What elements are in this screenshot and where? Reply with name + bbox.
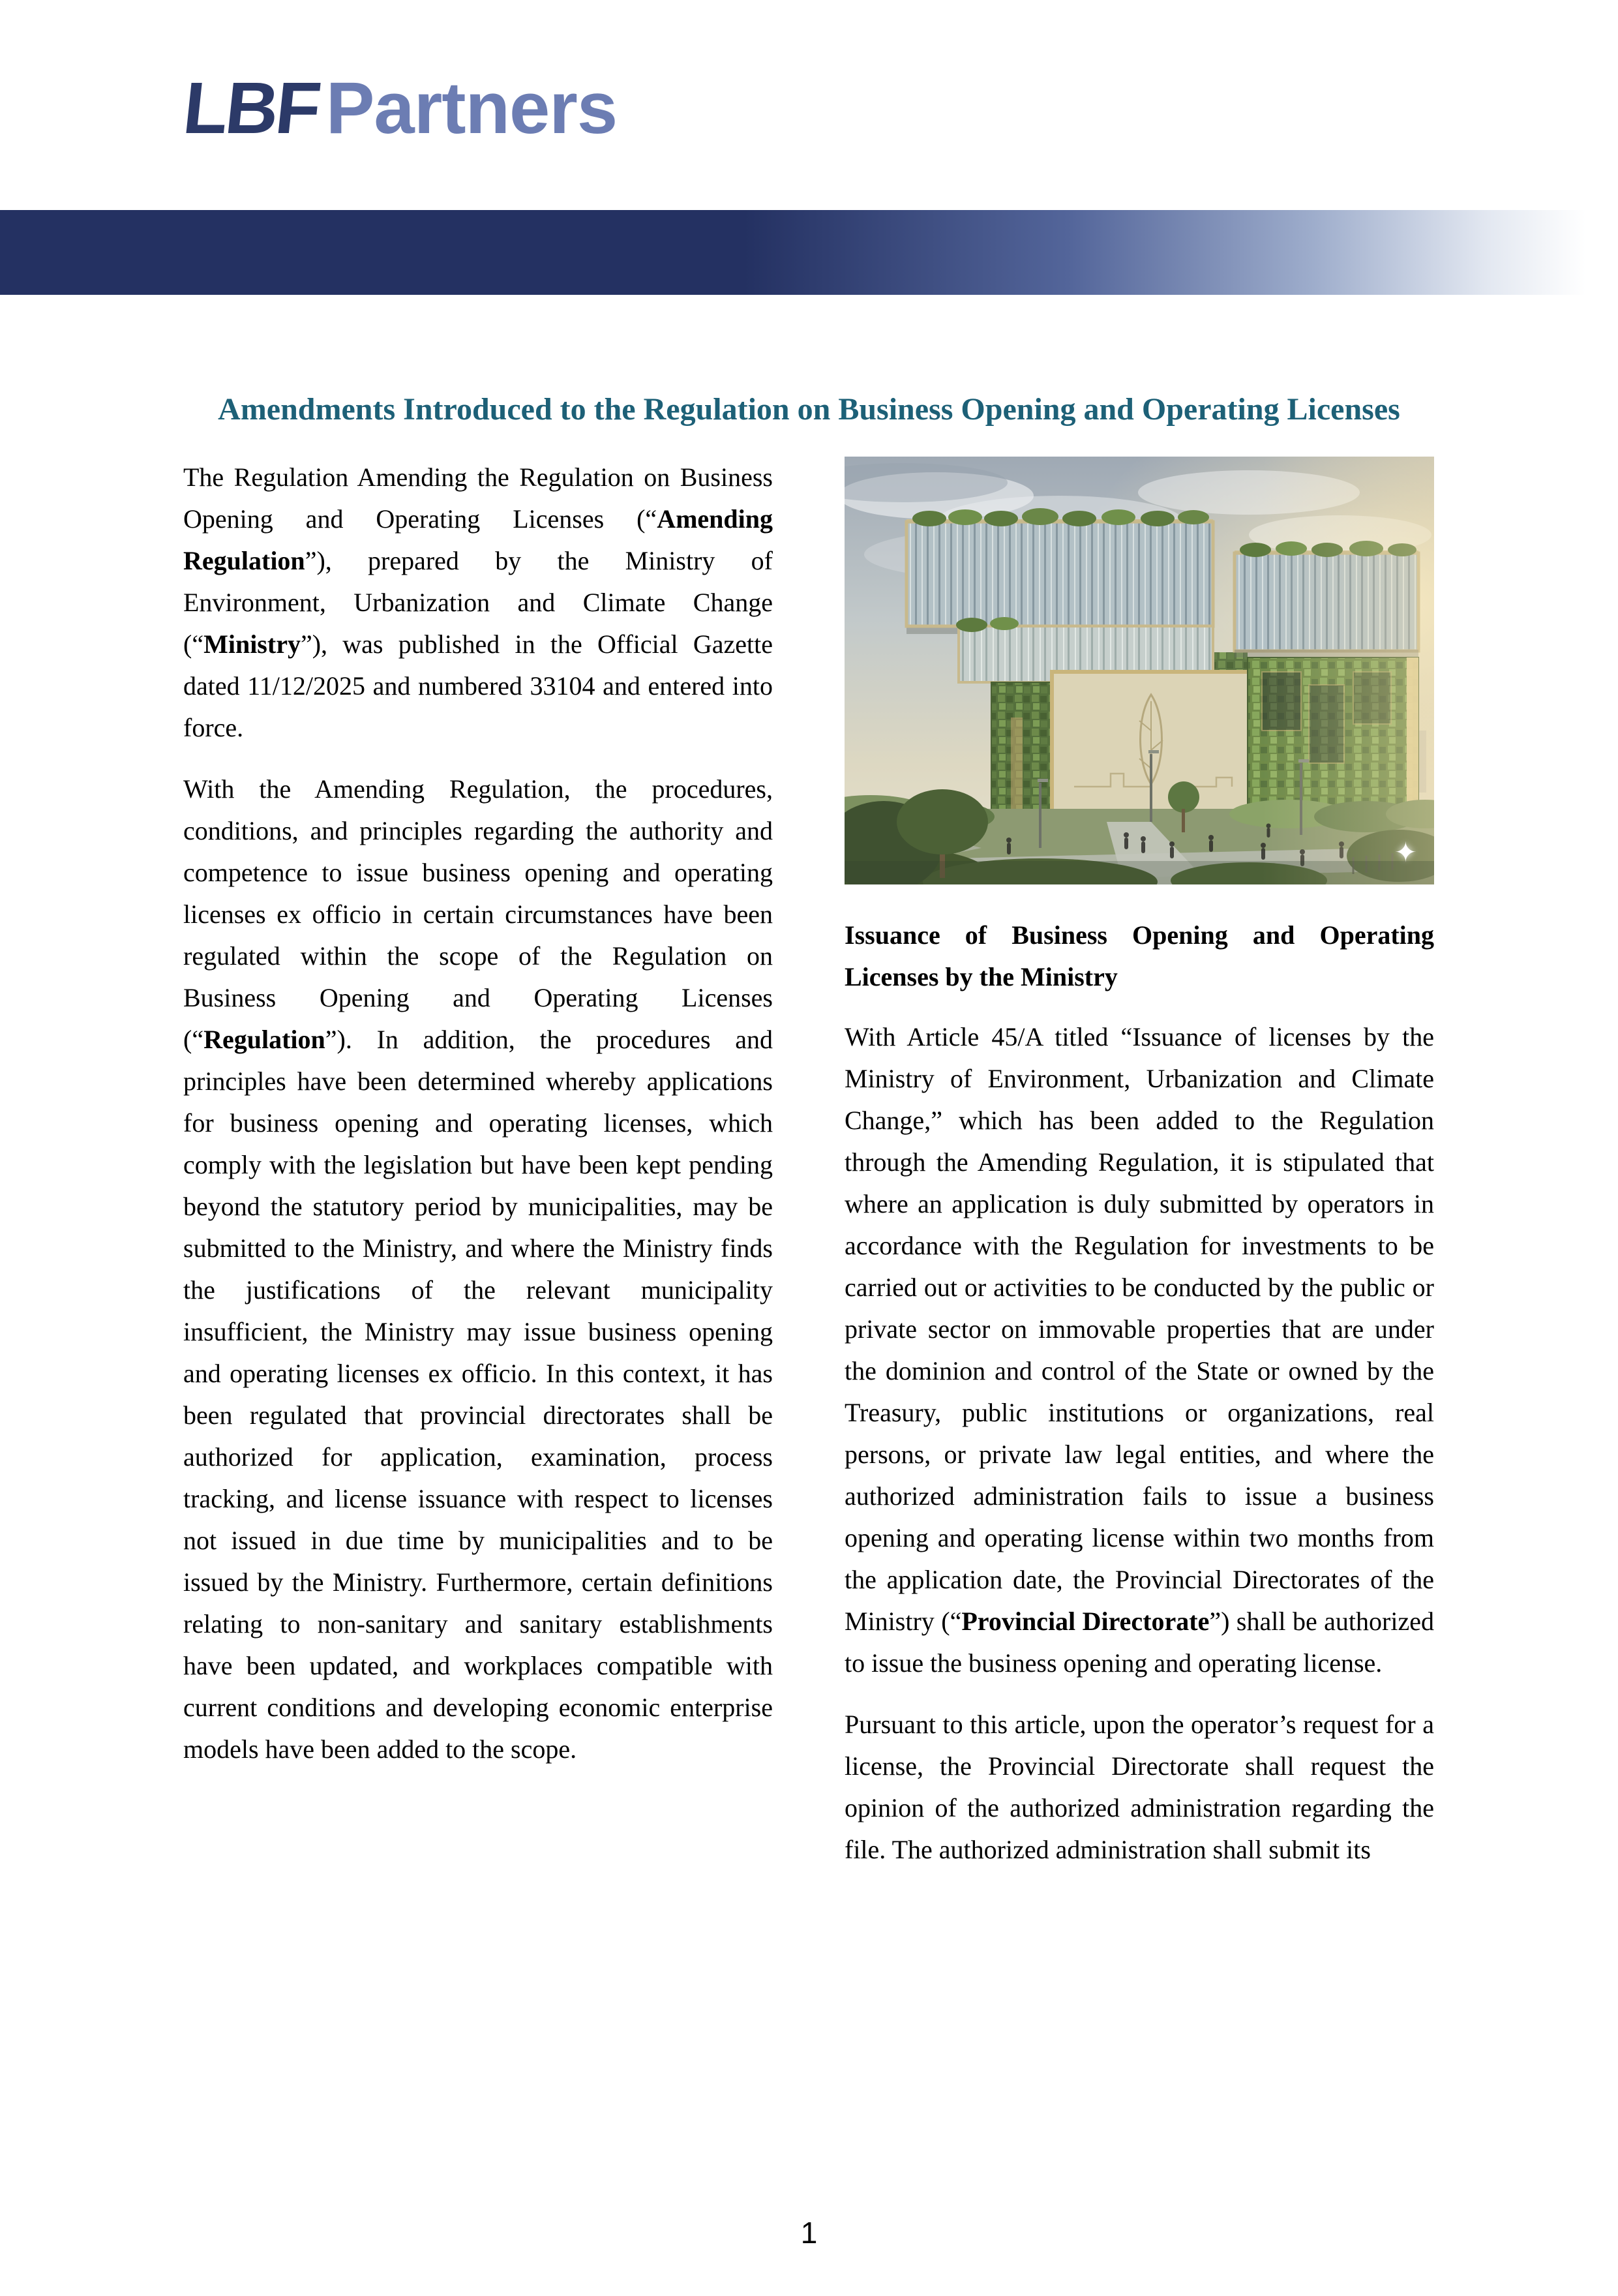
header-banner [0, 210, 1618, 295]
paragraph: With Article 45/A titled “Issuance of licenses by the Ministry of Environment, Urbanization and Climate Change,” which has been added to the Regulation through the Amending Regulation, it is stipulated that where an application is duly submitted by operators in accordance with the Regulation for investments to be carried out or activities to be conducted by the public or private sector on immovable properties that are under the dominion and control of the State or owned by the Treasury, public institutions or organizations, real persons, or private law legal entities, and where the authorized administration fails to issue a business opening and operating license within two months from the application date, the Provincial Directorates of the Ministry (“Provincial Directorate”) shall be authorized to issue the business opening and operating license. [845, 1022, 1434, 1678]
building-photo [845, 457, 1434, 884]
right-column [845, 457, 1434, 1890]
logo-lbf-text: LBF [179, 67, 323, 149]
section-heading: Issuance of Business Opening and Operating Licenses by the Ministry [845, 920, 1434, 991]
left-column [183, 457, 773, 1890]
page-title: Amendments Introduced to the Regulation on Business Opening and Operating Licenses [218, 392, 1400, 427]
sparkle-icon: ✦ [1394, 836, 1417, 868]
content-columns [183, 457, 1435, 1890]
logo-partners-text: Partners [325, 67, 618, 149]
paragraph: The Regulation Amending the Regulation on Business Opening and Operating Licenses (“Amending Regulation”), prepared by the Ministry of Environment, Urbanization and Climate Change (“Ministry”), was published in the Official Gazette dated 11/12/2025 and numbered 33104 and entered into force. [183, 462, 773, 742]
building-illustration [845, 457, 1434, 884]
company-logo [179, 67, 618, 149]
footer-page-number: 1 [800, 2216, 818, 2250]
paragraph: Pursuant to this article, upon the operator’s request for a license, the Provincial Directorate shall request the opinion of the authorized administration regarding the file. The authorized administration shall submit its [845, 1710, 1434, 1864]
paragraph: With the Amending Regulation, the procedures, conditions, and principles regarding the authority and competence to issue business opening and operating licenses ex officio in certain circumstances have been regulated within the scope of the Regulation on Business Opening and Operating Licenses (“Regulation”). In addition, the procedures and principles have been determined whereby applications for business opening and operating licenses, which comply with the legislation but have been kept pending beyond the statutory period by municipalities, may be submitted to the Ministry, and where the Ministry finds the justifications of the relevant municipality insufficient, the Ministry may issue business opening and operating licenses ex officio. In this context, it has been regulated that provincial directorates shall be authorized for application, examination, process tracking, and license issuance with respect to licenses not issued in due time by municipalities and to be issued by the Ministry. Furthermore, certain definitions relating to non-sanitary and sanitary establishments have been updated, and workplaces compatible with current conditions and developing economic enterprise models have been added to the scope. [183, 774, 773, 1764]
